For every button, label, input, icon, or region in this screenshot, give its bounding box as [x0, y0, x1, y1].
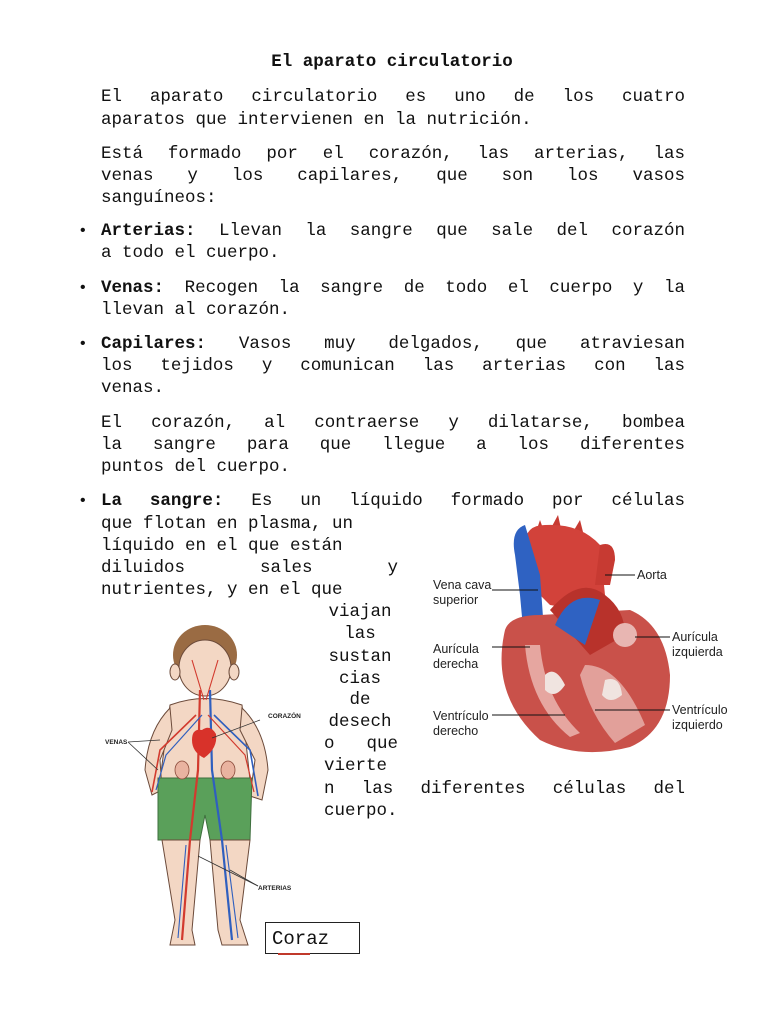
paragraph-line: n las diferentes células del: [324, 779, 685, 799]
bullet-term: Arterias:: [101, 221, 196, 241]
bullet-line: los tejidos y comunican las arterias con las: [101, 356, 685, 376]
bullet-icon: •: [78, 279, 88, 297]
label-auricula-derecha: derecha: [433, 657, 479, 671]
label-ventriculo-derecho: derecho: [433, 724, 479, 738]
narrow-line: o que: [324, 734, 398, 754]
label-venas: VENAS: [105, 739, 128, 746]
paragraph-line: nutrientes, y en el que: [101, 580, 343, 600]
bullet-icon: •: [78, 492, 88, 510]
red-underline: [278, 953, 310, 955]
narrow-line: las: [344, 624, 376, 644]
label-ventriculo-izquierdo: izquierdo: [672, 718, 723, 732]
bullet-line: [101, 220, 685, 243]
label-vena-cava: Vena cava: [433, 578, 492, 592]
bullet-text: Vasos muy delgados, que atraviesan: [238, 334, 685, 354]
caption-box: Coraz: [265, 922, 360, 954]
narrow-line: viajan: [328, 602, 392, 622]
paragraph-line: aparatos que intervienen en la nutrición.: [101, 110, 532, 130]
paragraph-line: que flotan en plasma, un: [101, 514, 354, 534]
bullet-line: [101, 490, 685, 513]
label-auricula-derecha: Aurícula: [433, 642, 479, 656]
page-title: El aparato circulatorio: [271, 52, 513, 72]
label-corazon: CORAZÓN: [268, 713, 301, 720]
heart-diagram: [430, 515, 760, 760]
label-auricula-izquierda: Aurícula: [672, 630, 718, 644]
bullet-text: Llevan la sangre que sale del corazón: [218, 221, 685, 241]
paragraph-line: líquido en el que están: [101, 536, 343, 556]
paragraph-line: puntos del cuerpo.: [101, 457, 291, 477]
paragraph-line: El aparato circulatorio es uno de los cuatro: [101, 87, 685, 107]
bullet-text: Es un líquido formado por células: [251, 491, 685, 511]
label-arterias: ARTERIAS: [258, 885, 292, 892]
narrow-line: desech: [328, 712, 392, 732]
paragraph-line: El corazón, al contraerse y dilatarse, bombea: [101, 413, 685, 433]
bullet-line: [101, 277, 685, 300]
bullet-term: Capilares:: [101, 334, 207, 354]
label-ventriculo-derecho: Ventrículo: [433, 709, 489, 723]
label-ventriculo-izquierdo: Ventrículo: [672, 703, 728, 717]
bullet-line: venas.: [101, 378, 165, 398]
paragraph-line: venas y los capilares, que son los vasos: [101, 166, 685, 186]
narrow-line: de: [349, 690, 371, 710]
paragraph-line: cuerpo.: [324, 801, 398, 821]
bullet-line: llevan al corazón.: [101, 300, 291, 320]
bullet-icon: •: [78, 335, 88, 353]
paragraph-line: sanguíneos:: [101, 188, 217, 208]
narrow-line: sustan: [328, 647, 392, 667]
bullet-line: a todo el cuerpo.: [101, 243, 280, 263]
bullet-icon: •: [78, 222, 88, 240]
narrow-line: vierte: [324, 756, 388, 776]
bullet-text: Recogen la sangre de todo el cuerpo y la: [184, 278, 685, 298]
narrow-line: cias: [338, 669, 381, 689]
paragraph-line: Está formado por el corazón, las arterias, las: [101, 144, 685, 164]
bullet-term: Venas:: [101, 278, 165, 298]
bullet-line: [101, 333, 685, 356]
paragraph-line: la sangre para que llegue a los diferentes: [101, 435, 685, 455]
label-auricula-izquierda: izquierda: [672, 645, 723, 659]
bullet-term: La sangre:: [101, 491, 224, 511]
label-aorta: Aorta: [637, 568, 667, 582]
paragraph-line: diluidos sales y: [101, 558, 398, 578]
label-vena-cava: superior: [433, 593, 479, 607]
body-circulation-diagram: [100, 620, 310, 960]
